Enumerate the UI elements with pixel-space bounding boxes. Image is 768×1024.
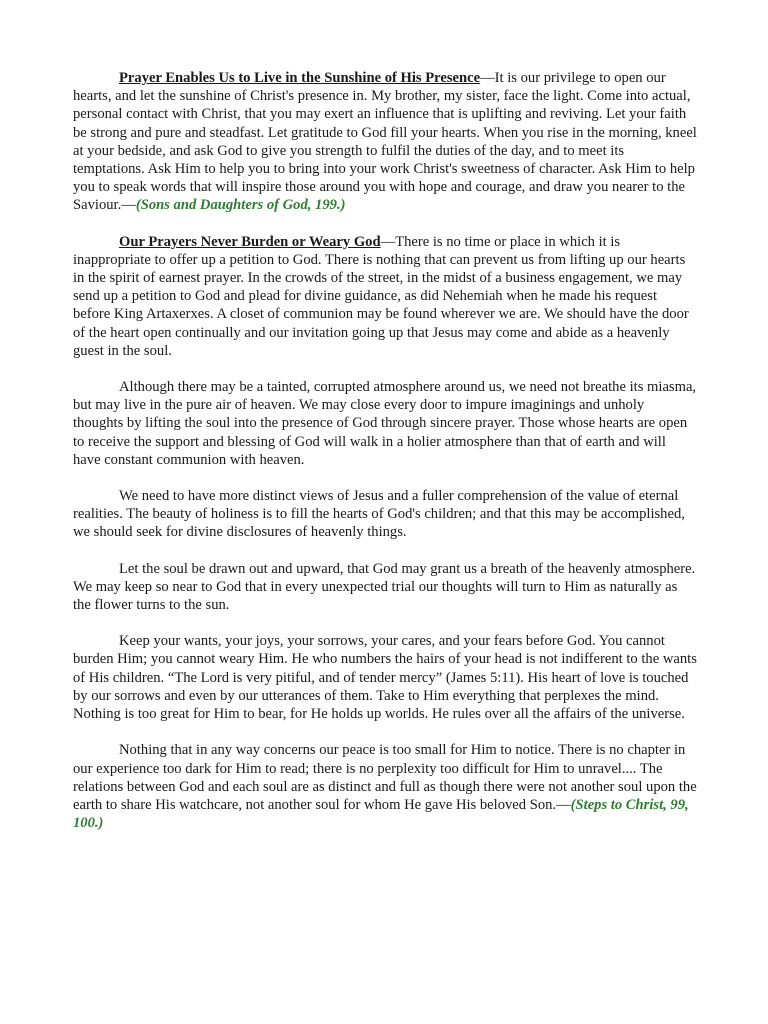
paragraph-text: Let the soul be drawn out and upward, that God may grant us a breath of the heavenly atmosphere. We may keep so near to God that in every unexpected trial our thoughts will turn to Him as naturally as the flower turns to the sun. [73,560,696,614]
paragraph-never-burden [73,233,697,360]
section-heading: Prayer Enables Us to Live in the Sunshine of His Presence [119,70,481,86]
paragraph-text: We need to have more distinct views of Jesus and a fuller comprehension of the value of eternal realities. The beauty of holiness is to fill the hearts of God's children; and that this may be accomplished, we should seek for divine disclosures of heavenly things. [73,488,685,541]
paragraph-distinct-views [73,487,697,542]
paragraph-nothing-small [73,741,697,832]
citation: (Steps to Christ, 99, 100.) [73,796,689,832]
section-heading: Our Prayers Never Burden or Weary God [119,233,381,250]
paragraph-text: —It is our privilege to open our hearts, and let the sunshine of Christ's presence in. My brother, my sister, face the light. Come into actual, personal contact with Christ, that you may exert an influence that is uplifting and reviving. Let your faith be strong and pure and steadfast. Let gratitude to God fill your hearts. When you rise in the morning, kneel at your bedside, and ask God to give you strength to fulfil the duties of the day, and to meet its temptations. Ask Him to help you to bring into your work Christ's sweetness of character. Ask Him to help you to speak words that will inspire those around you with hope and courage, and draw you nearer to the Saviour.— [73,70,697,214]
paragraph-drawn-upward [73,560,697,615]
paragraph-sunshine-presence [73,69,697,215]
paragraph-text: —There is no time or place in which it is inappropriate to offer up a petition to God. There is nothing that can prevent us from lifting up our hearts in the spirit of earnest prayer. In the crowds of the street, in the midst of a business engagement, we may send up a petition to God and plead for divine guidance, as did Nehemiah when he made his request before King Artaxerxes. A closet of communion may be found wherever we are. We should have the door of the heart open continually and our invitation going up that Jesus may come and abide as a heavenly guest in the soul. [73,233,689,359]
paragraph-text: Nothing that in any way concerns our peace is too small for Him to notice. There is no chapter in our experience too dark for Him to read; there is no perplexity too difficult for Him to unravel.... The relations between God and each soul are as distinct and full as though there were not another soul upon the earth to share His watchcare, not another soul for whom He gave His beloved Son.— [73,742,697,813]
paragraph-atmosphere [73,378,697,469]
citation: (Sons and Daughters of God, 199.) [135,197,346,214]
paragraph-text: Keep your wants, your joys, your sorrows, your cares, and your fears before God. You cannot burden Him; you cannot weary Him. He who numbers the hairs of your head is not indifferent to the wants of His children. “The Lord is very pitiful, and of tender mercy” (James 5:11). His heart of love is touched by our sorrows and even by our utterances of them. Take to Him everything that perplexes the mind. Nothing is too great for Him to bear, for He holds up worlds. He rules over all the affairs of the universe. [73,633,697,723]
paragraph-text: Although there may be a tainted, corrupted atmosphere around us, we need not breathe its miasma, but may live in the pure air of heaven. We may close every door to impure imaginings and unholy thoughts by lifting the soul into the presence of God through sincere prayer. Those whose hearts are open to receive the support and blessing of God will walk in a holier atmosphere than that of earth and will have constant communion with heaven. [73,379,697,468]
document-page [73,69,697,850]
paragraph-keep-wants [73,632,697,723]
